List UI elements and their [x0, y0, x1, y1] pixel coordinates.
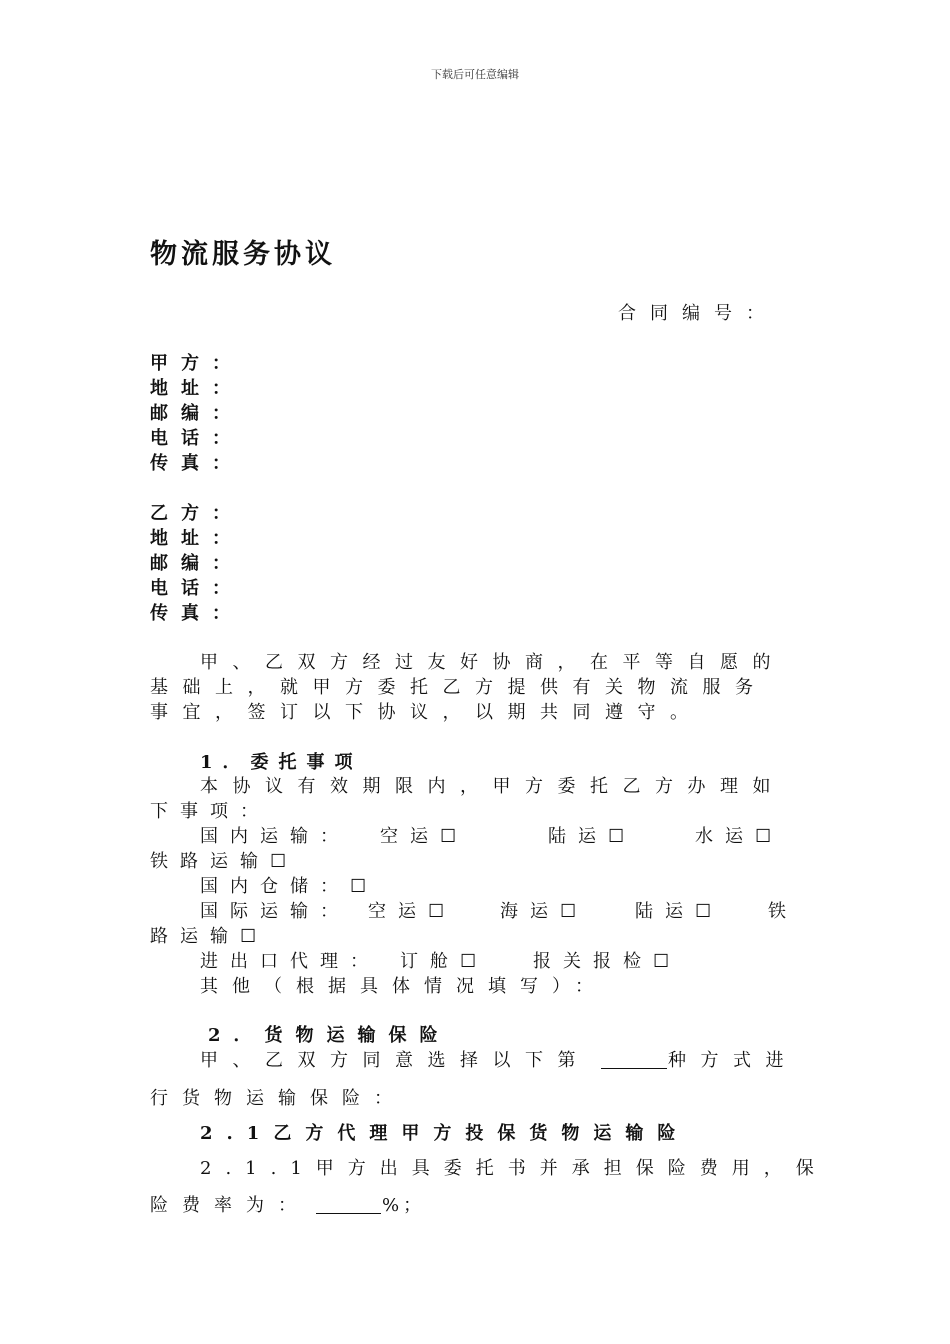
- section-2-1-1-text-line-1: 2.1.1甲方出具委托书并承担保险费用，保: [200, 1158, 828, 1179]
- contract-number-label: 合同编号：: [618, 303, 778, 324]
- import-export-agent-label: 进出口代理：: [200, 951, 380, 972]
- section-2-heading: 2．货物运输保险: [208, 1025, 451, 1046]
- insurance-method-blank[interactable]: [601, 1046, 667, 1069]
- party-a-phone-label: 电话：: [150, 428, 243, 449]
- option-rail[interactable]: 铁路运输☐: [150, 851, 299, 872]
- intl-transport-label: 国际运输：: [200, 901, 350, 922]
- document-title: 物流服务协议: [150, 239, 336, 270]
- option-air[interactable]: 空运☐: [380, 826, 469, 847]
- section-2-1-1-text-line-2a: 险费率为：: [150, 1195, 310, 1216]
- option-water[interactable]: 水运☐: [695, 826, 784, 847]
- domestic-transport-label: 国内运输：: [200, 826, 350, 847]
- party-b-phone-label: 电话：: [150, 578, 243, 599]
- intro-line-3: 事宜，签订以下协议，以期共同遵守。: [150, 702, 703, 723]
- intl-option-sea[interactable]: 海运☐: [500, 901, 589, 922]
- intl-option-rail-start: 铁: [768, 901, 798, 922]
- section-1-heading: 1．委托事项: [200, 752, 363, 773]
- option-customs[interactable]: 报关报检☐: [533, 951, 682, 972]
- intl-option-land[interactable]: 陆运☐: [635, 901, 724, 922]
- section-2-text-line-1a: 甲、乙双方同意选择以下第: [200, 1050, 590, 1071]
- section-2-text-line-2: 行货物运输保险：: [150, 1088, 406, 1109]
- party-a-name-label: 甲方：: [150, 353, 243, 374]
- party-b-fax-label: 传真：: [150, 603, 243, 624]
- domestic-storage-option[interactable]: 国内仓储：☐: [200, 876, 379, 897]
- party-b-address-label: 地址：: [150, 528, 243, 549]
- intl-option-rail[interactable]: 路运输☐: [150, 926, 269, 947]
- party-a-fax-label: 传真：: [150, 453, 243, 474]
- section-1-text-line-2: 下事项：: [150, 801, 270, 822]
- section-2-text-line-1b: 种方式进: [668, 1050, 798, 1071]
- party-a-address-label: 地址：: [150, 378, 243, 399]
- section-2-1-1-text-line-2b: %；: [382, 1195, 426, 1216]
- party-b-name-label: 乙方：: [150, 503, 243, 524]
- section-2-1-heading: 2.1乙方代理甲方投保货物运输险: [200, 1123, 690, 1144]
- header-note: 下载后可任意编辑: [431, 68, 519, 81]
- option-land[interactable]: 陆运☐: [548, 826, 637, 847]
- intl-option-air[interactable]: 空运☐: [368, 901, 457, 922]
- party-a-postcode-label: 邮编：: [150, 403, 243, 424]
- party-b-postcode-label: 邮编：: [150, 553, 243, 574]
- option-booking[interactable]: 订舱☐: [400, 951, 489, 972]
- intro-line-1: 甲、乙双方经过友好协商，在平等自愿的: [200, 652, 785, 673]
- section-1-text-line-1: 本协议有效期限内，甲方委托乙方办理如: [200, 776, 785, 797]
- intro-line-2: 基础上，就甲方委托乙方提供有关物流服务: [150, 677, 768, 698]
- premium-rate-blank[interactable]: [316, 1191, 381, 1214]
- other-items-label: 其他（根据具体情况填写）：: [200, 976, 607, 997]
